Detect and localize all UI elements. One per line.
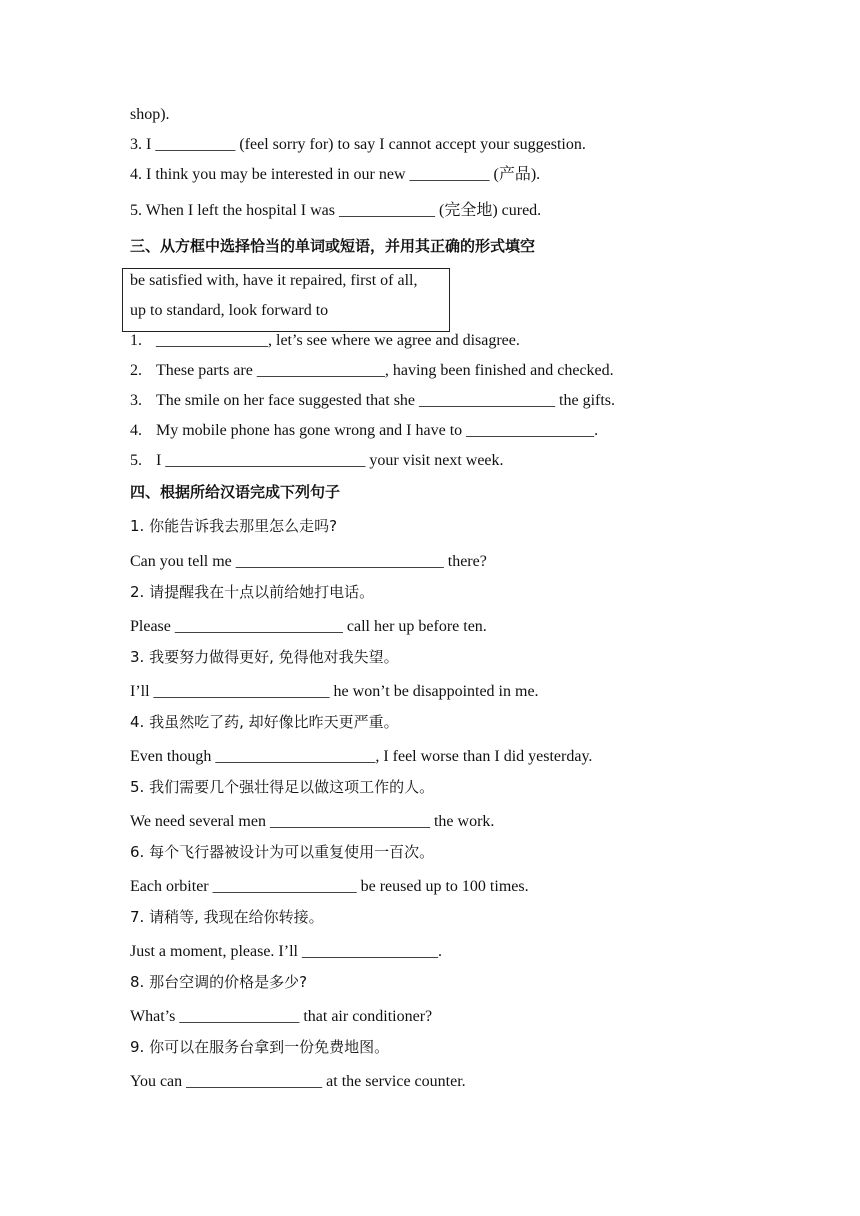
section-heading: 四、根据所给汉语完成下列句子 [130, 483, 341, 501]
chinese-prompt: 8. 那台空调的价格是多少? [130, 973, 308, 991]
english-sentence: Can you tell me __________________________ there? [130, 553, 487, 570]
item-number: 5. [130, 452, 142, 469]
item-number: 3. [130, 392, 142, 409]
item-number: 1. [130, 332, 142, 349]
item-text: ______________, let’s see where we agree and disagree. [156, 332, 520, 349]
fill-item [130, 361, 614, 381]
item-number: 4. [130, 422, 142, 439]
chinese-prompt: 1. 你能告诉我去那里怎么走吗? [130, 517, 338, 535]
item-text: The smile on her face suggested that she _________________ the gifts. [156, 392, 616, 409]
question-4: 4. I think you may be interested in our new __________ (产品). [130, 166, 541, 183]
english-sentence: Please _____________________ call her up before ten. [130, 618, 487, 635]
question-text: shop). [130, 106, 170, 123]
word-box-line: be satisfied with, have it repaired, first of all, [130, 272, 418, 289]
chinese-prompt: 6. 每个飞行器被设计为可以重复使用一百次。 [130, 843, 435, 861]
english-sentence: We need several men ____________________ the work. [130, 813, 495, 830]
english-sentence: You can _________________ at the service counter. [130, 1073, 466, 1090]
chinese-prompt: 3. 我要努力做得更好, 免得他对我失望。 [130, 648, 399, 666]
chinese-prompt: 2. 请提醒我在十点以前给她打电话。 [130, 583, 375, 601]
english-sentence: Even though ____________________, I feel worse than I did yesterday. [130, 748, 593, 765]
question-5: 5. When I left the hospital I was ____________ (完全地) cured. [130, 202, 542, 219]
chinese-prompt: 7. 请稍等, 我现在给你转接。 [130, 908, 324, 926]
item-number: 2. [130, 362, 142, 379]
section-heading: 三、从方框中选择恰当的单词或短语，并用其正确的形式填空 [130, 237, 536, 255]
item-text: I _________________________ your visit next week. [156, 452, 504, 469]
chinese-prompt: 4. 我虽然吃了药, 却好像比昨天更严重。 [130, 713, 399, 731]
item-text: My mobile phone has gone wrong and I have to ________________. [156, 422, 599, 439]
fill-item [130, 391, 615, 411]
fill-item [130, 421, 598, 441]
english-sentence: I’ll ______________________ he won’t be disappointed in me. [130, 683, 539, 700]
word-box-line: up to standard, look forward to [130, 302, 329, 319]
question-3: 3. I __________ (feel sorry for) to say I cannot accept your suggestion. [130, 136, 586, 153]
english-sentence: Each orbiter __________________ be reused up to 100 times. [130, 878, 529, 895]
fill-item [130, 451, 504, 471]
chinese-prompt: 5. 我们需要几个强壮得足以做这项工作的人。 [130, 778, 435, 796]
english-sentence: What’s _______________ that air conditioner? [130, 1008, 433, 1025]
fill-item [130, 331, 520, 351]
chinese-prompt: 9. 你可以在服务台拿到一份免费地图。 [130, 1038, 390, 1056]
english-sentence: Just a moment, please. I’ll _________________. [130, 943, 442, 960]
item-text: These parts are ________________, having been finished and checked. [156, 362, 614, 379]
